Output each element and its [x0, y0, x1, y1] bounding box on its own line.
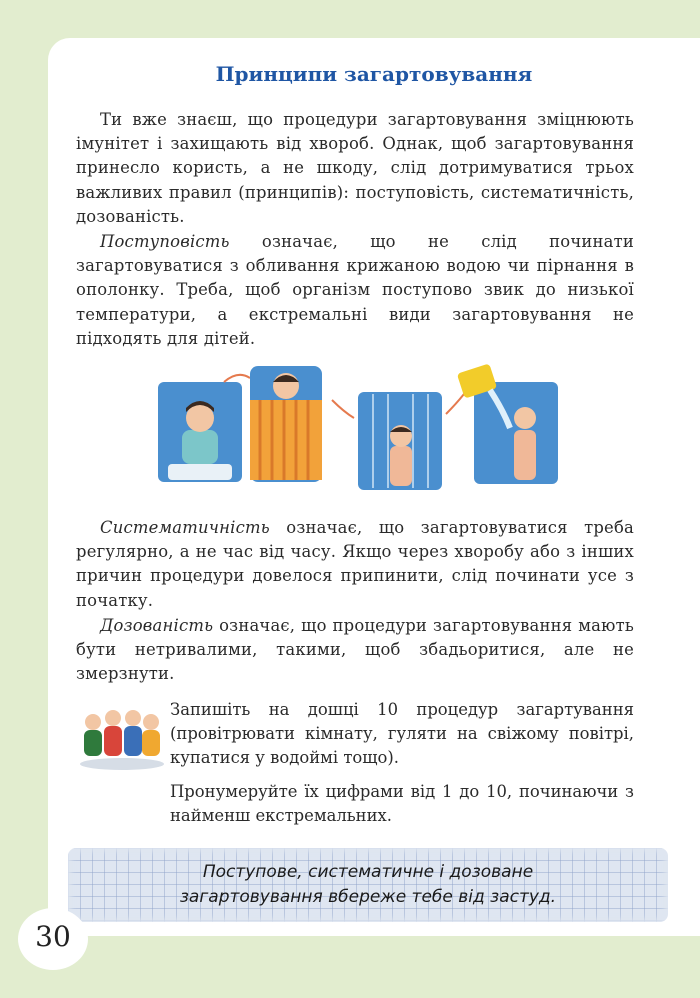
- page-title: Принципи загартовування: [215, 62, 533, 86]
- task-instruction: Запишіть на дошці 10 процедур загартування (провітрювати кімнату, гуляти на свіжому повітрі, купатися у водоймі тощо).: [170, 700, 634, 768]
- hardening-illustration: [158, 360, 558, 500]
- dosage-paragraph: [76, 614, 634, 687]
- systematicity-term: Систематичність: [100, 518, 270, 537]
- intro-paragraph: Ти вже знаєш, що процедури загартовування зміцнюють імунітет і захищають від хвороб. Однак, щоб загартовування принесло користь, а не шкоду, слід дотримуватися трьох важливих правил (принципів): поступовість, систематичність, дозованість.: [76, 110, 634, 226]
- summary-line-2: загартовування вбереже тебе від застуд.: [179, 887, 557, 907]
- gradualness-term: Поступовість: [100, 232, 230, 251]
- task-numbering: Пронумеруйте їх цифрами від 1 до 10, починаючи з найменш екстремальних.: [170, 782, 634, 826]
- summary-line-1: Поступове, систематичне і дозоване: [202, 862, 534, 882]
- gradualness-paragraph: [76, 230, 634, 351]
- face-washing-scene: [158, 382, 242, 482]
- dosage-text: означає, що процедури загартовування мають бути нетривалими, такими, щоб збадьоритися, але не змерзнути.: [76, 616, 634, 684]
- systematicity-paragraph: [76, 516, 634, 613]
- systematicity-text: означає, що загартовуватися треба регулярно, а не час від часу. Якщо через хворобу або з інших причин процедури довелося припинити, слід починати усе з початку.: [76, 518, 634, 610]
- page-number: 30: [35, 920, 71, 953]
- pouring-scene: [457, 363, 558, 484]
- shower-scene: [358, 392, 442, 490]
- towel-scene: [250, 366, 322, 482]
- dosage-term: Дозованість: [100, 616, 214, 635]
- kids-group-icon: [76, 696, 168, 772]
- summary-text: [68, 860, 668, 910]
- gradualness-text: означає, що не слід починати загартовуватися з обливання крижаною водою чи пірнання в ополонку. Треба, щоб організм поступово звик до низької температури, а екстремальні види загартовування не підходять для дітей.: [76, 232, 634, 348]
